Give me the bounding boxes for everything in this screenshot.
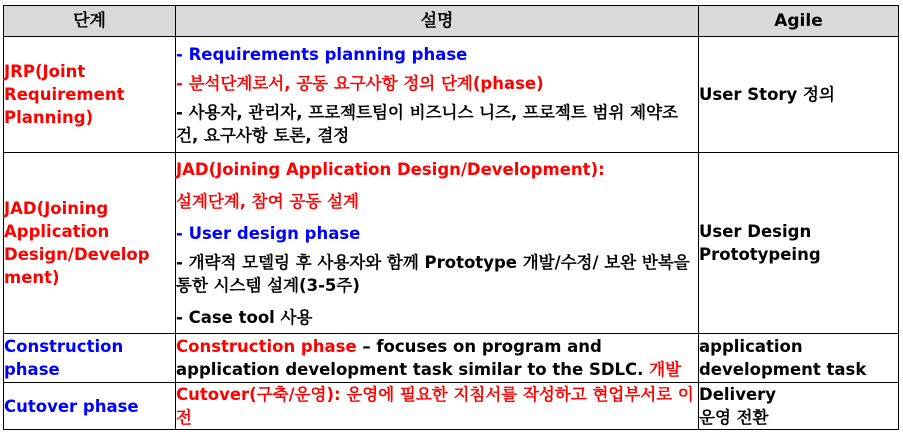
table-row-construction xyxy=(4,334,899,383)
table-row-cutover xyxy=(4,383,899,430)
description-line xyxy=(176,335,698,381)
description-cell-cutover xyxy=(176,383,699,430)
header-agile: Agile xyxy=(699,6,899,37)
description-line: 설계단계, 참여 공동 설계 xyxy=(176,191,359,211)
description-text: – focuses on program and application development task similar to the SDLC. xyxy=(176,337,650,379)
stage-line: Cutover phase xyxy=(4,396,139,416)
description-line: Cutover(구축/운영): 운영에 필요한 지침서를 작성하고 현업부서로 이전 xyxy=(176,385,694,427)
description-line: - 사용자, 관리자, 프로젝트팀이 비즈니스 니즈, 프로젝트 범위 제약조건, 요구사항 토론, 결정 xyxy=(176,102,678,145)
description-cell-jrp xyxy=(176,37,699,153)
agile-line: User Design xyxy=(699,222,812,241)
agile-line: development task xyxy=(699,360,867,379)
agile-line: User Story 정의 xyxy=(699,85,835,104)
stage-cell-jad xyxy=(4,153,176,334)
description-cell-jad xyxy=(176,153,699,334)
description-cell-construction xyxy=(176,334,699,383)
description-highlight: 개발 xyxy=(649,360,682,379)
stage-line: Design/Develop xyxy=(4,245,150,264)
stage-cell-cutover xyxy=(4,383,176,430)
header-stage: 단계 xyxy=(4,6,176,37)
agile-cell-construction xyxy=(699,334,899,383)
stage-line: JRP(Joint xyxy=(4,62,86,81)
description-line: - 개략적 모델링 후 사용자와 함께 Prototype 개발/수정/ 보완 반복을 통한 시스템 설계(3-5주) xyxy=(176,252,690,295)
agile-cell-jrp xyxy=(699,37,899,153)
agile-line: 운영 전환 xyxy=(699,408,769,427)
stage-cell-construction xyxy=(4,334,176,383)
agile-line: application xyxy=(699,337,803,356)
stage-line: Requirement xyxy=(4,85,125,104)
agile-line: Delivery xyxy=(699,385,777,404)
description-highlight: Construction phase xyxy=(176,337,357,356)
description-line: - Case tool 사용 xyxy=(176,307,313,327)
stage-line: JAD(Joining xyxy=(4,199,109,218)
rad-phase-table xyxy=(3,5,899,430)
stage-line: phase xyxy=(4,360,60,379)
description-line: - 분석단계로서, 공동 요구사항 정의 단계(phase) xyxy=(176,73,544,93)
agile-line: Prototypeing xyxy=(699,245,821,264)
description-line: - User design phase xyxy=(176,223,361,243)
table-row-jad xyxy=(4,153,899,334)
agile-cell-jad xyxy=(699,153,899,334)
stage-line: Planning) xyxy=(4,108,94,127)
agile-cell-cutover xyxy=(699,383,899,430)
description-line: JAD(Joining Application Design/Development): xyxy=(176,159,605,179)
description-line: - Requirements planning phase xyxy=(176,44,468,64)
stage-cell-jrp xyxy=(4,37,176,153)
stage-line: Construction xyxy=(4,337,124,356)
header-description: 설명 xyxy=(176,6,699,37)
stage-line: ment) xyxy=(4,268,60,287)
stage-line: Application xyxy=(4,222,110,241)
table-row-jrp xyxy=(4,37,899,153)
